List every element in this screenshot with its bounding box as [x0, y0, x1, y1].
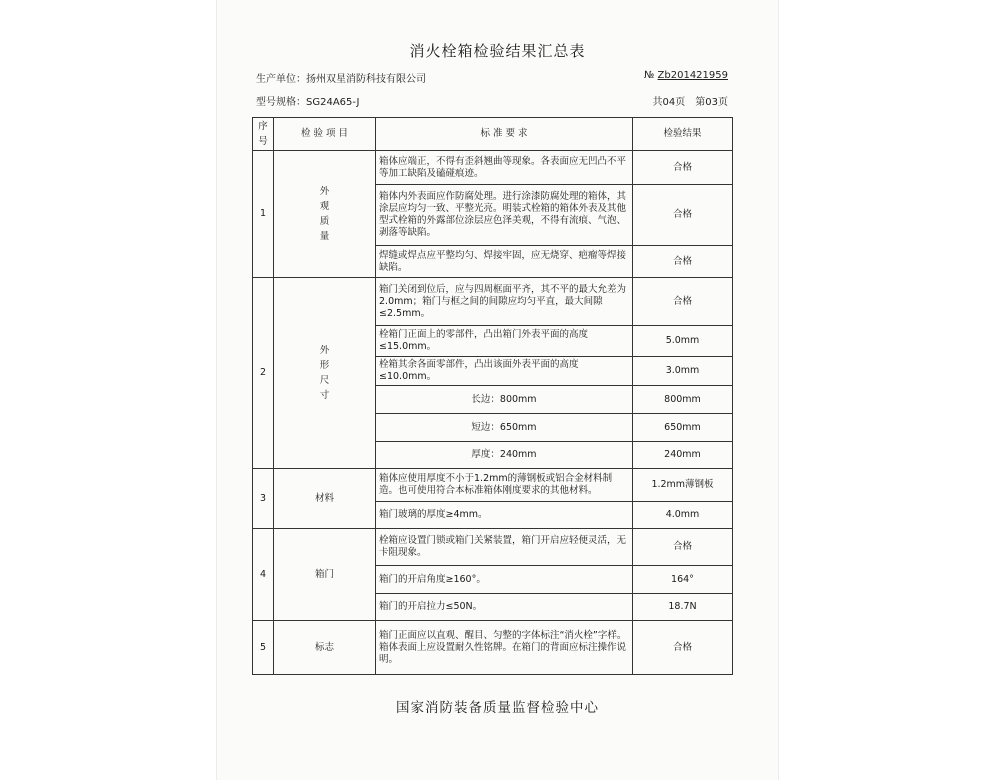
page-info — [653, 93, 728, 108]
row-index: 1 — [253, 151, 274, 278]
requirement-cell: 长边：800mm — [376, 386, 633, 414]
result-cell: 18.7N — [633, 594, 733, 621]
inspection-item-label: 标志 — [314, 641, 334, 653]
row-index: 5 — [253, 621, 274, 675]
inspection-item — [274, 469, 376, 529]
requirement-cell: 箱门玻璃的厚度≥4mm。 — [376, 502, 633, 529]
report-number — [644, 70, 728, 81]
header-item: 检 验 项 目 — [274, 118, 376, 151]
result-cell: 合格 — [633, 246, 733, 278]
requirement-cell: 箱门正面应以直观、醒目、匀整的字体标注“消火栓”字样。箱体表面上应设置耐久性铭牌。在箱门的背面应标注操作说明。 — [376, 621, 633, 675]
document-page — [217, 0, 778, 780]
requirement-cell: 栓箱应设置门锁或箱门关紧装置，箱门开启应轻便灵活，无卡阻现象。 — [376, 529, 633, 566]
result-cell: 合格 — [633, 529, 733, 566]
inspection-item — [274, 151, 376, 278]
requirement-cell: 箱门关闭到位后，应与四周框面平齐，其不平的最大允差为2.0mm；箱门与框之间的间隙应均匀平直，最大间隙≤2.5mm。 — [376, 278, 633, 326]
requirement-cell: 短边：650mm — [376, 414, 633, 442]
result-cell: 164° — [633, 566, 733, 594]
model-line — [256, 93, 360, 108]
report-number-label: № — [643, 70, 655, 81]
producer-value: 扬州双星消防科技有限公司 — [306, 74, 426, 85]
result-cell: 1.2mm薄钢板 — [633, 469, 733, 502]
result-cell: 合格 — [633, 185, 733, 246]
inspection-item-label: 材料 — [314, 492, 334, 504]
result-cell: 650mm — [633, 414, 733, 442]
result-cell: 3.0mm — [633, 357, 733, 386]
result-cell: 240mm — [633, 442, 733, 469]
table-row — [253, 278, 733, 326]
header-index: 序号 — [253, 118, 274, 151]
table-row — [253, 621, 733, 675]
issuer-footer: 国家消防装备质量监督检验中心 — [396, 700, 599, 716]
result-cell: 5.0mm — [633, 326, 733, 357]
model-label: 型号规格： — [256, 97, 306, 108]
requirement-cell: 箱体内外表面应作防腐处理。进行涂漆防腐处理的箱体，其涂层应均匀一致、平整光亮。明装式栓箱的箱体外表及其他型式栓箱的外露部位涂层应色泽美观，不得有流痕、气泡、剥落等缺陷。 — [376, 185, 633, 246]
result-cell: 合格 — [633, 621, 733, 675]
row-index: 2 — [253, 278, 274, 469]
result-cell: 合格 — [633, 151, 733, 185]
result-cell: 4.0mm — [633, 502, 733, 529]
requirement-cell: 栓箱门正面上的零部件，凸出箱门外表平面的高度≤15.0mm。 — [376, 326, 633, 357]
total-pages: 共04页 — [652, 97, 686, 108]
current-page: 第03页 — [695, 97, 728, 108]
inspection-item — [274, 621, 376, 675]
result-cell: 800mm — [633, 386, 733, 414]
document-title: 消火栓箱检验结果汇总表 — [409, 42, 586, 60]
table-row — [253, 469, 733, 502]
inspection-item — [274, 529, 376, 621]
requirement-cell: 厚度：240mm — [376, 442, 633, 469]
inspection-item — [274, 278, 376, 469]
table-header-row — [253, 118, 733, 151]
report-number-value: Zb201421959 — [657, 70, 728, 81]
header-result: 检验结果 — [633, 118, 733, 151]
row-index: 3 — [253, 469, 274, 529]
requirement-cell: 箱门的开启角度≥160°。 — [376, 566, 633, 594]
requirement-cell: 焊缝或焊点应平整均匀、焊接牢固，应无烧穿、疤瘤等焊接缺陷。 — [376, 246, 633, 278]
table-row — [253, 529, 733, 566]
requirement-cell: 箱体应端正，不得有歪斜翘曲等现象。各表面应无凹凸不平等加工缺陷及磕碰痕迹。 — [376, 151, 633, 185]
requirement-cell: 箱门的开启拉力≤50N。 — [376, 594, 633, 621]
inspection-item-label: 箱门 — [314, 568, 334, 580]
inspection-item-label: 外观质量 — [319, 186, 330, 242]
table-row — [253, 151, 733, 185]
row-index: 4 — [253, 529, 274, 621]
result-cell: 合格 — [633, 278, 733, 326]
inspection-item-label: 外形尺寸 — [319, 345, 330, 401]
requirement-cell: 箱体应使用厚度不小于1.2mm的薄钢板或铝合金材料制造。也可使用符合本标准箱体刚度要求的其他材料。 — [376, 469, 633, 502]
producer-label: 生产单位： — [256, 74, 306, 85]
model-value: SG24A65-J — [306, 97, 360, 108]
header-requirement: 标 准 要 求 — [376, 118, 633, 151]
producer-line — [256, 70, 426, 85]
requirement-cell: 栓箱其余各面零部件，凸出该面外表平面的高度≤10.0mm。 — [376, 357, 633, 386]
inspection-table — [252, 117, 733, 675]
